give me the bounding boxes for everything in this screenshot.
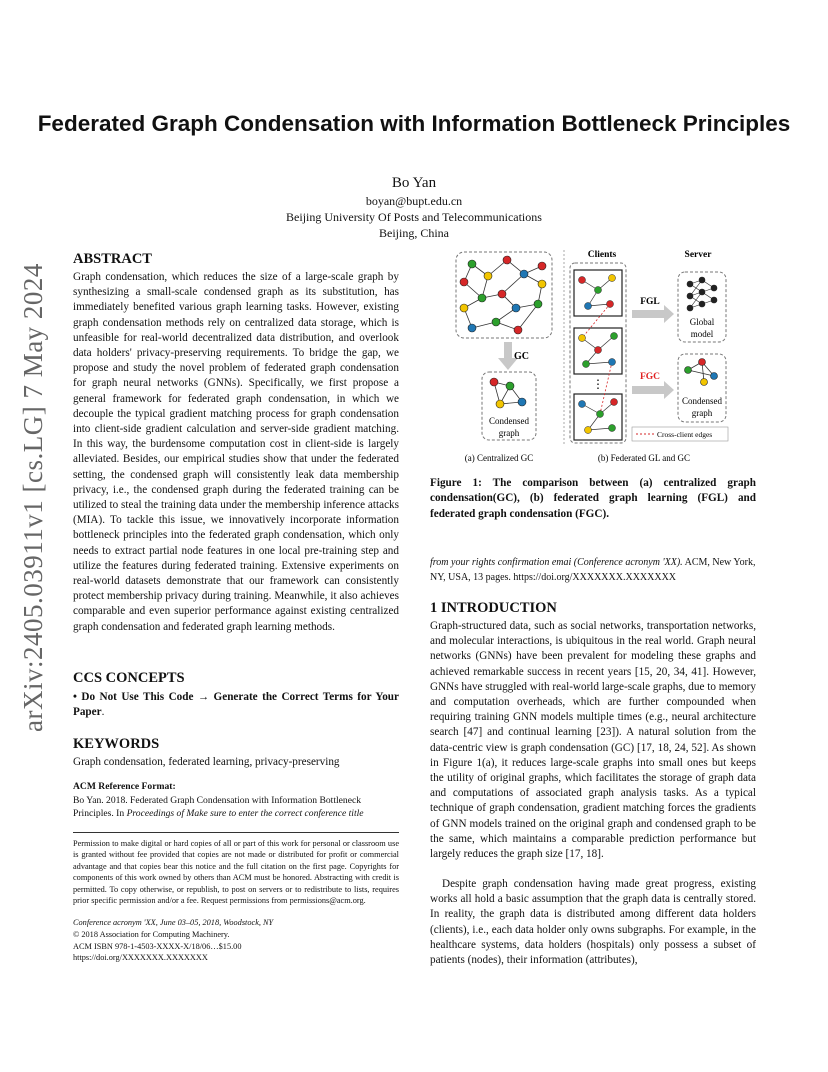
clients-label: Clients — [587, 250, 617, 260]
doi-link[interactable]: https://doi.org/XXXXXXX.XXXXXXX — [73, 953, 208, 962]
intro-heading: 1 INTRODUCTION — [430, 600, 557, 616]
permission-text: Permission to make digital or hard copies of all or part of this work for personal or classroom use is granted without fee provided that copies are not made or distributed for profit or commercial advantage and that copies bear this notice and the full citation on the first page. Copyrights for components of this work owned by others than ACM must be honored. Abstracting with credit is permitted. To copy otherwise, or republish, to post on servers or to redistribute to lists, requires prior specific permission and/or a fee. Request permissions from permissions@acm.org. — [73, 839, 399, 906]
gc-label: GC — [514, 351, 529, 362]
original-graph-nodes — [460, 256, 546, 334]
author-email[interactable]: boyan@bupt.edu.cn — [365, 194, 463, 208]
condensed-label-b: Condensed — [682, 396, 722, 406]
figure-caption: Figure 1: The comparison between (a) centralized graph condensation(GC), (b) federated graph learning (FGL) and federated graph condensation (FGC). — [430, 477, 756, 520]
model-label: model — [690, 329, 714, 339]
author-location: Beijing, China — [379, 226, 449, 240]
subfig-a-caption: (a) Centralized GC — [464, 453, 534, 463]
condensed-label-a: Condensed — [489, 416, 529, 426]
acm-ref-plain: Bo Yan. 2018. Federated Graph Condensation with Information Bottleneck Principles. In — [73, 795, 362, 819]
author-name: Bo Yan — [391, 175, 437, 191]
fgl-label: FGL — [640, 297, 660, 307]
intro-paragraph-1: Graph-structured data, such as social networks, transportation networks, and molecular interactions, is ubiquitous in the real world. Graph neural networks (GNNs) have been prevalent for modeling these graphs and achieved remarkable success in recent years [15, 20, 34, 41]. However, GNNs have struggled with real-world large-scale graphs, due to memory and computation overheads, which are further compounded when requiring training GNN models multiple times (e.g., neural architecture search [47] and continual learning [23]). A natural solution from the data-centric view is graph condensation (GC) [17, 18, 24, 52]. As shown in Figure 1(a), it reduces large-scale graphs into small ones but keeps the utility of original graphs, which facilitates the storage of graph data and computations of associated graph analysis tasks. As a typical technique of graph condensation, gradient matching forces the gradients of GNN models trained on the original graph and condensed graph to be the same, which maintains a comparable prediction performance but largely reduces the graph size [17, 18]. — [430, 620, 756, 861]
paper-title: Federated Graph Condensation with Information Bottleneck Principles — [37, 111, 791, 136]
acm-ref-heading: ACM Reference Format: — [73, 781, 176, 792]
footnote-rule — [73, 832, 399, 833]
abstract-text: Graph condensation, which reduces the size of a large-scale graph by synthesizing a small-scale condensed graph as its substitution, has immediately benefited various graph learning tasks. However, existing graph condensation methods rely on centralized data storage, which is unfeasible for real-world decentralized data distribution, and overlook data holders' privacy-preserving requirements. To bridge the gap, we propose and study the novel problem of federated graph condensation for graph neural networks (GNNs). Specifically, we first propose a general framework for federated graph condensation, in which we decouple the typical gradient matching process for graph condensation into client-side gradient calculation and server-side gradient matching. In this way, the burdensome computation cost in client-side is largely alleviated. Besides, our empirical studies show that under the federated setting, the condensed graph will consistently leak data membership privacy, i.e., the condensed graph during the federated training can be utilized to steal the training data under the membership inference attacks (MIA). To tackle this issue, we innovatively incorporate information bottleneck principles into the federated graph condensation, which only needs to extract partial node features in one local pre-training step and utilize the features during federated training. Extensive experiments on real-world datasets demonstrate that our framework can consistently protect membership privacy during training. Meanwhile, it also achieves comparable and even superior performance against existing centralized graph condensation and federated graph learning methods. — [73, 271, 399, 633]
neural-network-icon — [687, 277, 717, 311]
author-affiliation: Beijing University Of Posts and Telecommunications — [286, 210, 542, 224]
subfig-b-caption: (b) Federated GL and GC — [597, 453, 691, 463]
cross-client-edges — [582, 304, 612, 414]
acm-ref-text — [73, 794, 399, 820]
global-label: Global — [689, 317, 715, 327]
more-clients-dots: ⋮ — [592, 377, 604, 391]
fgl-arrow — [632, 305, 674, 323]
conference-info: Conference acronym 'XX, June 03–05, 2018, Woodstock, NY — [73, 918, 274, 927]
figure-1 — [452, 246, 752, 466]
legend-text: Cross-client edges — [657, 430, 713, 439]
acm-ref-italic: Proceedings of Make sure to enter the correct conference title — [126, 808, 364, 819]
keywords-heading: KEYWORDS — [73, 736, 160, 752]
arxiv-stamp: arXiv:2405.03911v1 [cs.LG] 7 May 2024 — [18, 263, 48, 732]
graph-label-b: graph — [691, 408, 713, 418]
copyright-text: © 2018 Association for Computing Machinery. — [73, 930, 230, 939]
abstract-heading: ABSTRACT — [73, 251, 152, 267]
ref-continuation — [430, 555, 756, 585]
isbn-text: ACM ISBN 978-1-4503-XXXX-X/18/06…$15.00 — [73, 942, 242, 951]
keywords-text: Graph condensation, federated learning, privacy-preserving — [73, 756, 340, 768]
fgc-label: FGC — [639, 372, 661, 382]
fgc-arrow — [632, 381, 674, 399]
graph-label-a: graph — [498, 428, 520, 438]
ccs-period: . — [101, 706, 105, 719]
ref-continuation-italic: from your rights confirmation emai (Conference acronym 'XX). — [430, 557, 683, 568]
ccs-text — [73, 690, 399, 720]
ccs-concepts: • Do Not Use This Code → Generate the Correct Terms for Your Paper — [73, 691, 399, 719]
server-label: Server — [684, 250, 712, 260]
intro-paragraph-2: Despite graph condensation having made great progress, existing works all hold a basic assumption that the graph data is centrally stored. In reality, the graph data is distributed among different data holders (clients), i.e., each data holder only owns subgraphs. For example, in the healthcare systems, data holders (hospitals) only possess a subset of patients (nodes), their information (attributes), — [430, 878, 756, 967]
ref-continuation-plain: ACM, New York, NY, USA, 13 pages. https://doi.org/XXXXXXX.XXXXXXX — [430, 557, 756, 583]
ccs-heading: CCS CONCEPTS — [73, 670, 185, 686]
